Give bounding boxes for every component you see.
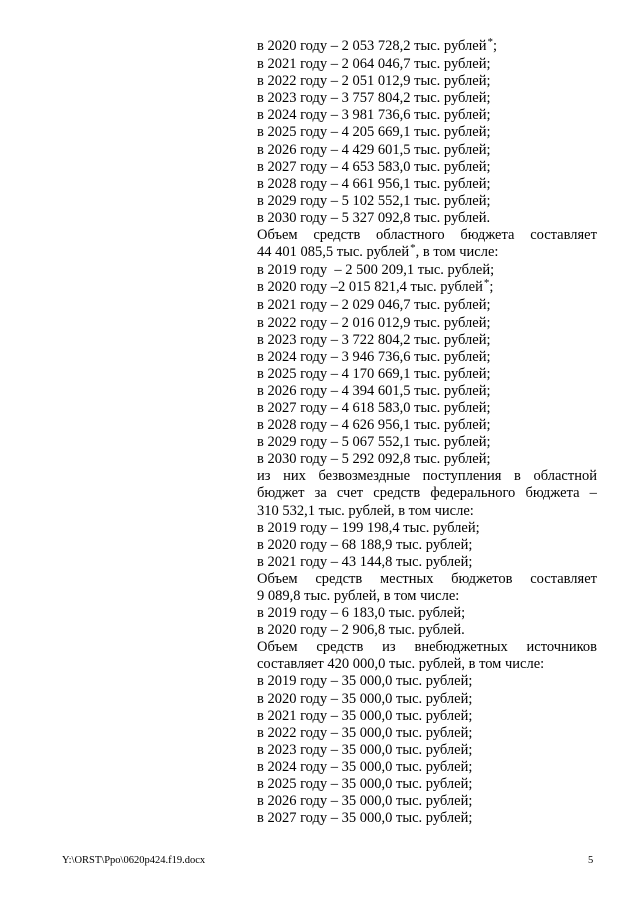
text-line: в 2029 году – 5 067 552,1 тыс. рублей; [257, 434, 491, 451]
text-line: в 2022 году – 35 000,0 тыс. рублей; [257, 724, 473, 741]
text-line: в 2019 году – 6 183,0 тыс. рублей; [257, 605, 466, 622]
text-line: в 2023 году – 3 722 804,2 тыс. рублей; [257, 331, 491, 348]
extrabudget-total: составляет 420 000,0 тыс. рублей, в том числе: [257, 656, 545, 673]
regional-total: 44 401 085,5 тыс. рублей * , в том числе: [257, 242, 499, 261]
regional-heading: Объем средств областного бюджета составляет [257, 227, 597, 244]
text-line: в 2030 году – 5 327 092,8 тыс. рублей. [257, 209, 491, 226]
text-line: в 2027 году – 35 000,0 тыс. рублей; [257, 810, 473, 827]
file-path-footer: Y:\ORST\Ppo\0620p424.f19.docx [62, 855, 206, 866]
text-line: в 2023 году – 35 000,0 тыс. рублей; [257, 741, 473, 758]
text-line: в 2022 году – 2 016 012,9 тыс. рублей; [257, 314, 491, 331]
footnote-asterisk: * [410, 242, 416, 255]
local-total: 9 089,8 тыс. рублей, в том числе: [257, 588, 460, 604]
local-heading: Объем средств местных бюджетов составляет [257, 570, 597, 587]
text-line: в 2024 году – 3 981 736,6 тыс. рублей; [257, 107, 491, 124]
document-body [257, 38, 597, 827]
federal-total: 310 532,1 тыс. рублей, в том числе: [257, 502, 474, 519]
text-line: в 2025 году – 35 000,0 тыс. рублей; [257, 776, 473, 793]
text-line: в 2030 году – 5 292 092,8 тыс. рублей; [257, 451, 491, 468]
extrabudget-heading: Объем средств из внебюджетных источников [257, 639, 597, 656]
footnote-asterisk: * [487, 36, 493, 48]
text-line: в 2028 году – 4 661 956,1 тыс. рублей; [257, 175, 491, 192]
text-line: в 2021 году – 2 064 046,7 тыс. рублей; [257, 56, 491, 73]
text-line: в 2020 году –2 015 821,4 тыс. рублей * ; [257, 277, 494, 296]
text-line: в 2024 году – 35 000,0 тыс. рублей; [257, 758, 473, 775]
text-line: в 2029 году – 5 102 552,1 тыс. рублей; [257, 192, 491, 209]
text-line: в 2021 году – 43 144,8 тыс. рублей; [257, 553, 473, 570]
text-line: в 2020 году – 35 000,0 тыс. рублей; [257, 690, 473, 707]
text-line: в 2026 году – 35 000,0 тыс. рублей; [257, 793, 473, 810]
text-line: в 2020 году – 68 188,9 тыс. рублей; [257, 536, 473, 553]
text-line: в 2019 году – 2 500 209,1 тыс. рублей; [257, 262, 495, 279]
text-line: в 2022 году – 2 051 012,9 тыс. рублей; [257, 73, 491, 90]
text-line: в 2019 году – 199 198,4 тыс. рублей; [257, 519, 480, 536]
page-number: 5 [588, 855, 594, 866]
text-line: в 2025 году – 4 170 669,1 тыс. рублей; [257, 365, 491, 382]
text-line: в 2027 году – 4 653 583,0 тыс. рублей; [257, 158, 491, 175]
text-line: в 2021 году – 2 029 046,7 тыс. рублей; [257, 297, 491, 314]
text-line: в 2026 году – 4 394 601,5 тыс. рублей; [257, 382, 491, 399]
text-line: в 2024 году – 3 946 736,6 тыс. рублей; [257, 348, 491, 365]
text-line: в 2019 году – 35 000,0 тыс. рублей; [257, 673, 473, 690]
text-line: в 2021 году – 35 000,0 тыс. рублей; [257, 707, 473, 724]
text-line: в 2020 году – 2 906,8 тыс. рублей. [257, 622, 465, 639]
federal-heading-line1: из них безвозмездные поступления в областной [257, 468, 597, 485]
footnote-asterisk: * [483, 277, 490, 290]
text-line: в 2020 году – 2 053 728,2 тыс. рублей * ; [257, 36, 498, 54]
text-line: в 2026 году – 4 429 601,5 тыс. рублей; [257, 141, 491, 158]
federal-heading-line2: бюджет за счет средств федерального бюджета – [257, 485, 597, 502]
text-line: в 2025 году – 4 205 669,1 тыс. рублей; [257, 124, 491, 141]
text-line: в 2027 году – 4 618 583,0 тыс. рублей; [257, 399, 491, 416]
text-line: в 2028 году – 4 626 956,1 тыс. рублей; [257, 417, 491, 434]
text-line: в 2023 году – 3 757 804,2 тыс. рублей; [257, 90, 491, 107]
